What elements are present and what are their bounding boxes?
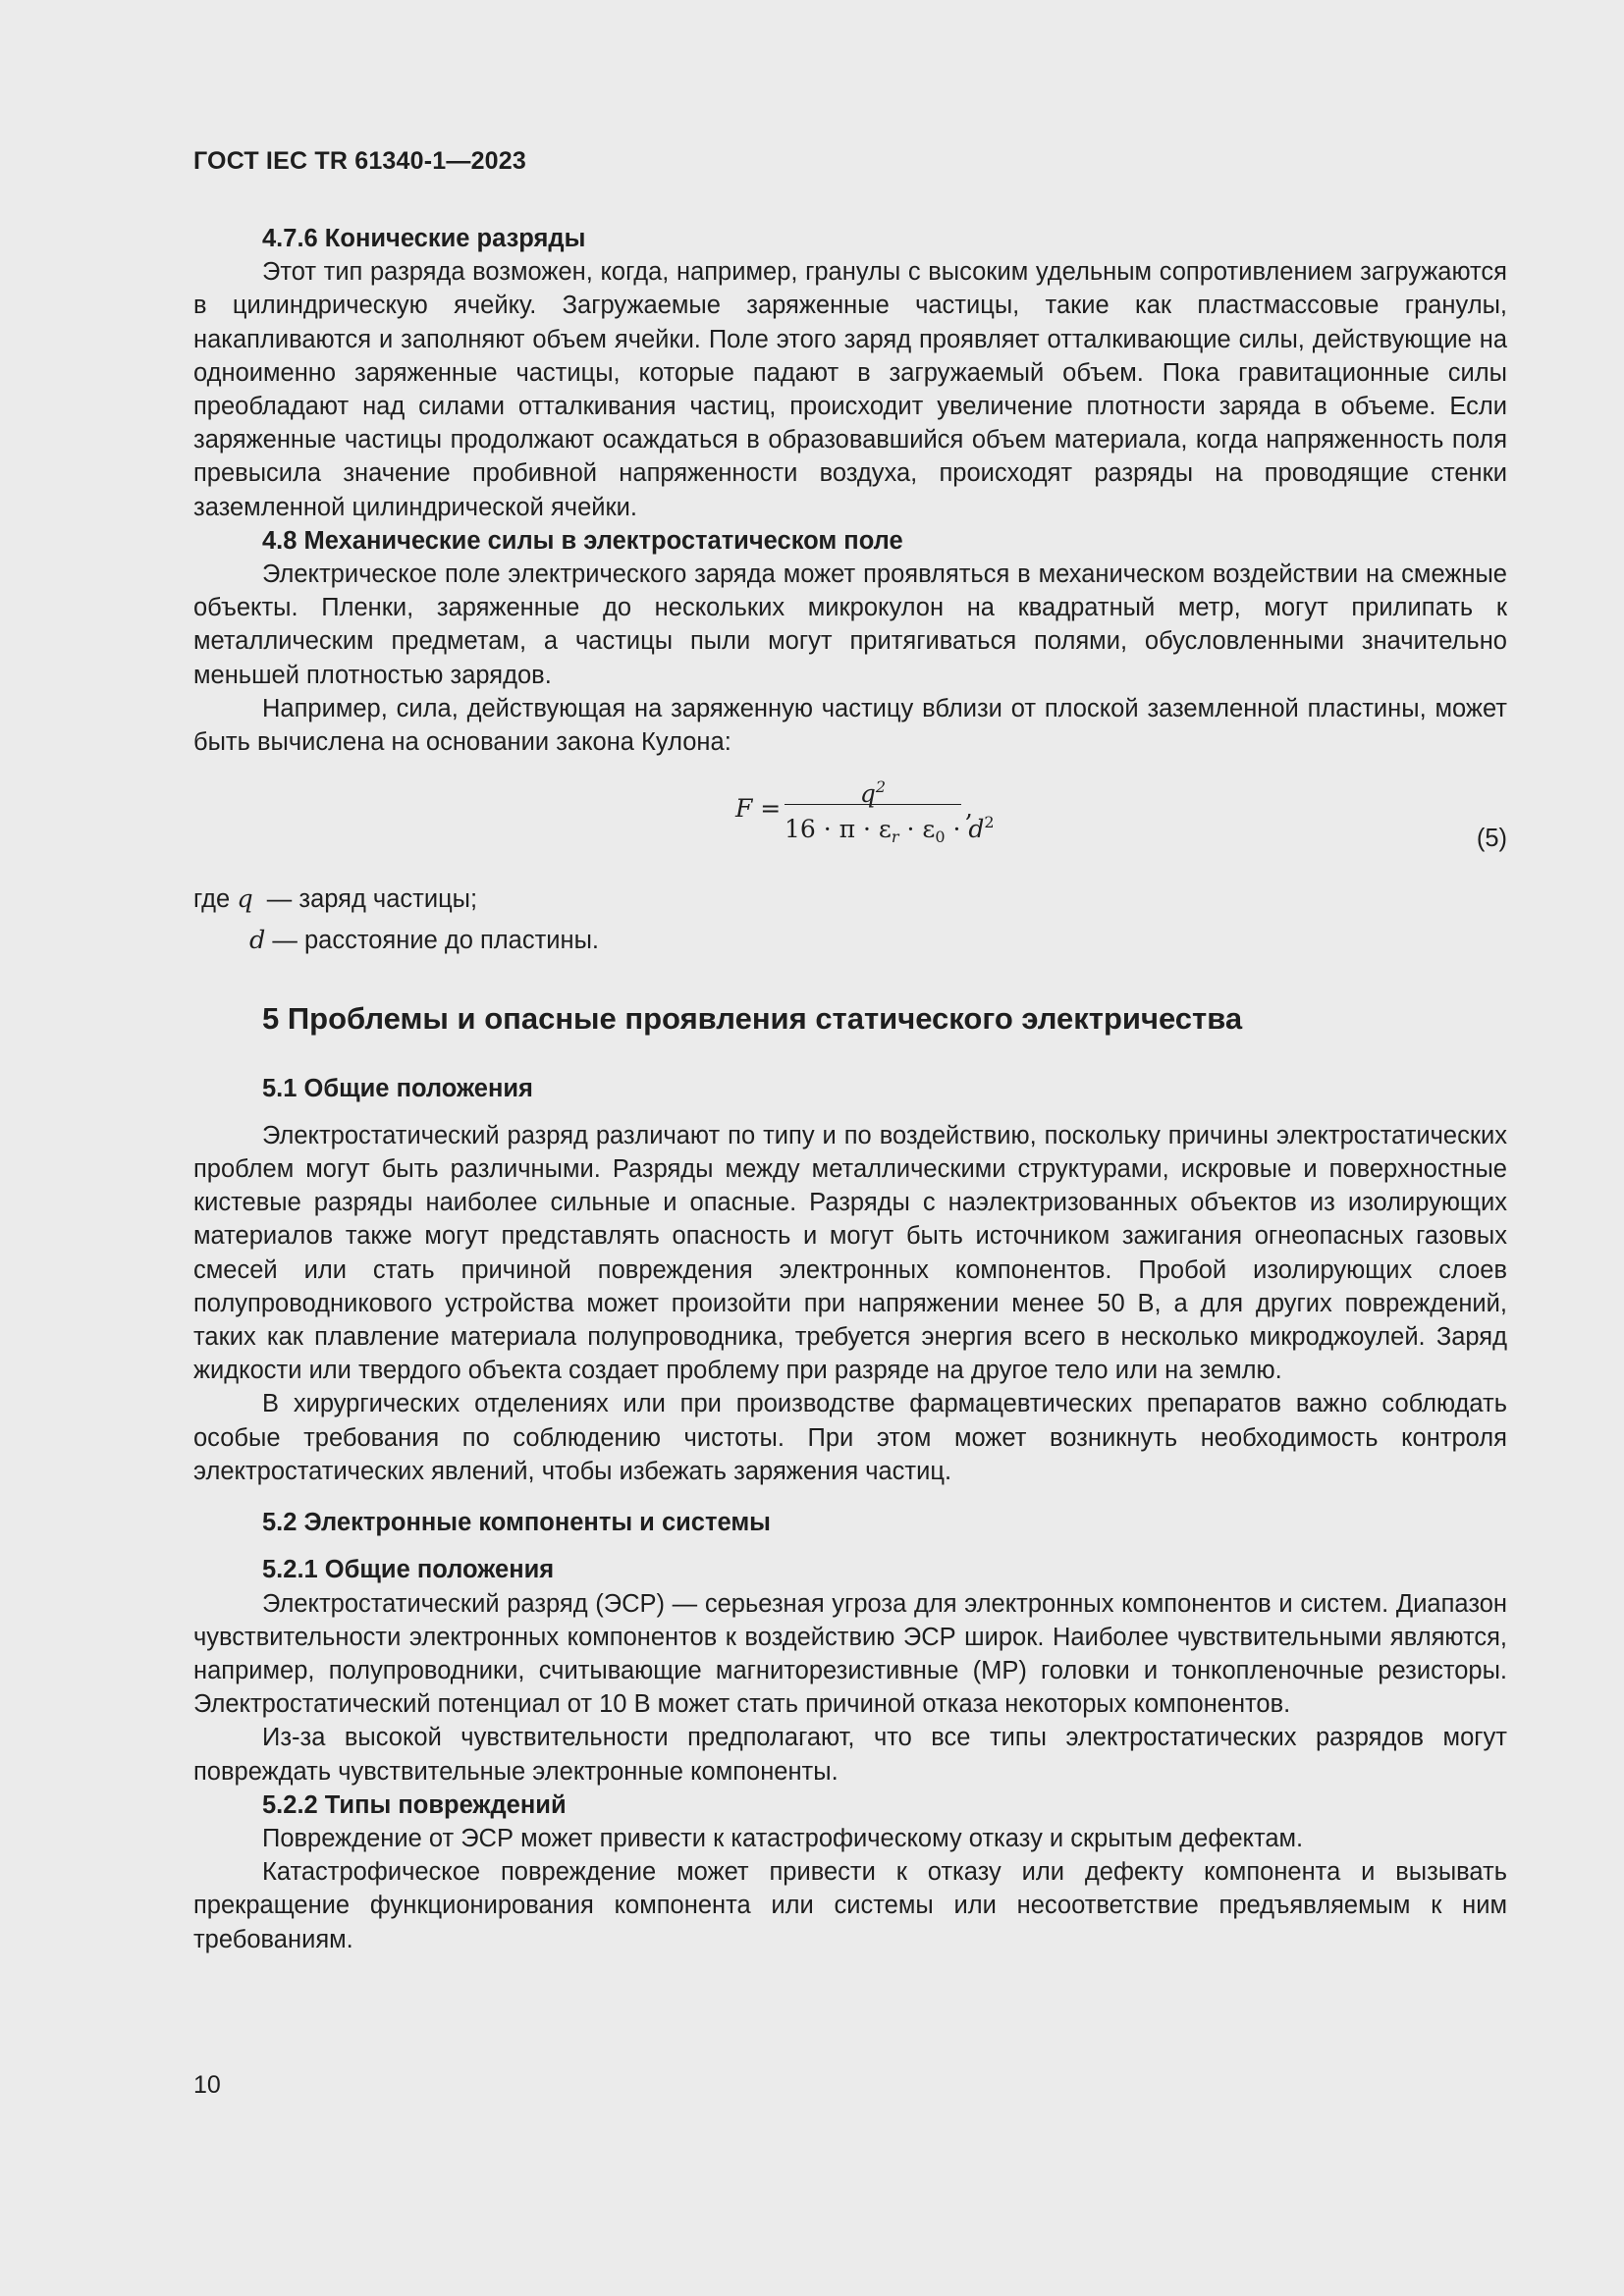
formula-equals: = (752, 794, 782, 824)
section-5-2-2-paragraph-1: Повреждение от ЭСР может привести к катастрофическому отказу и скрытым дефектам. (262, 1824, 1304, 1852)
where-d-line: d — расстояние до пластины. (249, 926, 600, 956)
section-4-8-paragraph-1: Электрическое поле электрического заряда может проявляться в механическом воздействии на смежные объекты. Пленки, заряженные до нескольких микрокулон на квадратный метр, могут прилипать к металлическим предметам, а частицы пыли могут притягиваться полями, обусловленными значительно меньшей плотностью зарядов. (193, 561, 1507, 689)
section-4-8-heading: 4.8 Механические силы в электростатическом поле (262, 526, 903, 555)
section-4-7-6-heading: 4.7.6 Конические разряды (262, 225, 586, 252)
section-4-7-6-paragraph-1: Этот тип разряда возможен, когда, например, гранулы с высоким удельным сопротивлением загружаются в цилиндрическую ячейку. Загружаемые заряженные частицы, такие как пластмассовые гранулы, накапливаются и заполняют объем ячейки. Поле этого заряд проявляет отталкивающие силы, действующие на одноименно заряженные частицы, которые падают в загружаемый объем. Пока гравитационные силы преобладают над силами отталкивания частиц, происходит увеличение плотности заряда в объеме. Если заряженные частицы продолжают осаждаться в образовавшийся объем материала, когда напряженность поля превысила значение пробивной напряженности воздуха, происходят разряды на проводящие стенки заземленной цилиндрической ячейки. (193, 258, 1507, 521)
section-5-2-heading: 5.2 Электронные компоненты и системы (262, 1509, 771, 1537)
formula-lhs: F (735, 794, 753, 824)
section-5-heading: 5 Проблемы и опасные проявления статического электричества (262, 1000, 1243, 1036)
where-q-line: где q — заряд частицы; (193, 884, 478, 915)
page-content (193, 222, 1507, 1956)
section-5-1-paragraph-1: Электростатический разряд различают по типу и по воздействию, поскольку причины электростатических проблем могут быть различными. Разряды между металлическими структурами, искровые и поверхностные кистевые разряды наиболее сильные и опасные. Разряды с наэлектризованных объектов из изолирующих материалов также могут представлять опасность и могут быть источником зажигания огнеопасных газовых смесей или стать причиной повреждения электронных компонентов. Пробой изолирующих слоев полупроводникового устройства может произойти при напряжении менее 50 В, а для других повреждений, таких как плавление материала полупроводника, требуется энергия всего в несколько микроджоулей. Заряд жидкости или твердого объекта создает проблему при разряде на другое тело или на землю. (193, 1121, 1507, 1385)
formula-comma: , (965, 794, 973, 824)
section-5-2-2-paragraph-2: Катастрофическое повреждение может привести к отказу или дефекту компонента и вызывать прекращение функционирования компонента или системы или несоответствие предъявляемым к ним требованиям. (193, 1858, 1507, 1953)
document-header: ГОСТ IEC TR 61340-1—2023 (193, 147, 526, 175)
section-5-2-1-heading: 5.2.1 Общие положения (262, 1556, 555, 1584)
formula-5 (193, 773, 1507, 882)
section-5-1-heading: 5.1 Общие положения (262, 1074, 533, 1102)
section-5-2-1-paragraph-1: Электростатический разряд (ЭСР) — серьезная угроза для электронных компонентов и систем. Диапазон чувствительности электронных компонентов к воздействию ЭСР широк. Наиболее чувствительными являются, например, полупроводники, считывающие магниторезистивные (МР) головки и тонкопленочные резисторы. Электростатический потенциал от 10 В может стать причиной отказа некоторых компонентов. (193, 1589, 1507, 1719)
section-5-1-paragraph-2: В хирургических отделениях или при производстве фармацевтических препаратов важно соблюдать особые требования по соблюдению чистоты. При этом может возникнуть необходимость контроля электростатических явлений, чтобы избежать заряжения частиц. (193, 1390, 1507, 1485)
section-4-8-paragraph-2: Например, сила, действующая на заряженную частицу вблизи от плоской заземленной пластины, может быть вычислена на основании закона Кулона: (193, 694, 1507, 757)
formula-fraction (785, 773, 995, 851)
equation-number: (5) (1476, 825, 1507, 853)
section-5-2-1-paragraph-2: Из-за высокой чувствительности предполагают, что все типы электростатических разрядов могут повреждать чувствительные электронные компоненты. (193, 1724, 1507, 1786)
section-5-2-2-heading: 5.2.2 Типы повреждений (262, 1790, 567, 1819)
formula-denominator: $16 \cdot \pi \cdot \varepsilon_r \cdot \varepsilon_0 \cdot d^2$ (785, 813, 995, 847)
formula-numerator: $q^2$ (859, 777, 887, 809)
page-number: 10 (193, 2071, 221, 2099)
